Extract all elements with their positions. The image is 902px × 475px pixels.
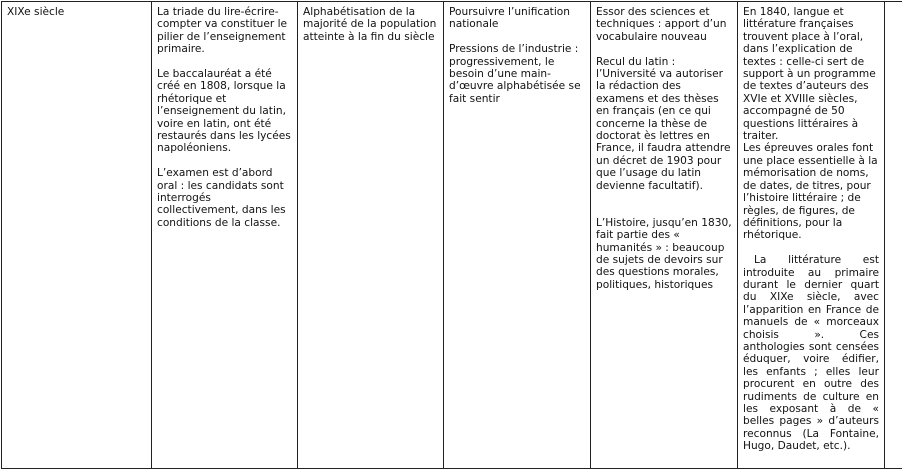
goals-paragraph-2: Pressions de l’industrie : progressivement, le besoin d’une main-d’œuvre alphabétisée se fait sentir bbox=[449, 43, 581, 105]
literature-paragraph-2: Les épreuves orales font une place essentielle à la mémorisation de noms, de dates, de titres, pour l’histoire littéraire ; de règles, de figures, de définitions, pour la rhétorique. bbox=[743, 142, 878, 242]
goals-paragraph-1: Poursuivre l’unification nationale bbox=[449, 6, 570, 31]
teaching-paragraph-1: La triade du lire-écrire-compter va constituer le pilier de l’enseignement primaire. bbox=[157, 6, 288, 56]
teaching-cell bbox=[152, 2, 298, 469]
table-row bbox=[2, 2, 902, 469]
paragraph-spacer bbox=[596, 204, 732, 216]
language-paragraph-2: Recul du latin : l’Université va autoriser la rédaction des examens et des thèses en français (en ce qui concerne la thèse de doctorat ès lettres en France, il faudra attendre un décret de 1903 pour que l’usage du latin devienne facultatif). bbox=[596, 55, 731, 192]
language-paragraph-3: L’Histoire, jusqu’en 1830, fait partie des « humanités » : beaucoup de sujets de devoirs sur des questions morales, politiques, historiques bbox=[596, 216, 732, 291]
goals-cell bbox=[444, 2, 591, 469]
literature-cell bbox=[738, 2, 885, 469]
teaching-paragraph-3: L’examen est d’abord oral : les candidats sont interrogés collectivement, dans les conditions de la classe. bbox=[157, 167, 286, 229]
period-cell bbox=[2, 2, 152, 469]
literature-paragraph-3: La littérature est introduite au primaire durant le dernier quart du XIXe siècle, avec l’apparition en France de manuels de « morceaux choisis ». Ces anthologies sont censées éduquer, voire édifier, les enfants ; elles leur procurent en outre des rudiments de culture en les exposant à de « belles pages » d’auteurs reconnus (La Fontaine, Hugo, Daudet, etc.). bbox=[743, 254, 879, 453]
paragraph-spacer bbox=[449, 31, 585, 43]
paragraph-spacer bbox=[743, 242, 879, 254]
literature-paragraph-1: En 1840, langue et littérature françaises trouvent place à l’oral, dans l’explication de textes : celle-ci sert de support à un programme de textes d’auteurs des XVIe et XVIIIe siècles, accompagné de 50 questions littéraires à traiter. bbox=[743, 6, 876, 143]
language-cell bbox=[591, 2, 738, 469]
paragraph-spacer bbox=[596, 43, 732, 55]
paragraph-spacer bbox=[157, 155, 292, 167]
paragraph-spacer bbox=[157, 56, 292, 68]
teaching-paragraph-2: Le baccalauréat a été créé en 1808, lorsque la rhétorique et l’enseignement du latin, voire en latin, ont été restaurés dans les lycées napoléoniens. bbox=[157, 68, 291, 155]
empty-cell bbox=[885, 2, 902, 469]
language-paragraph-1: Essor des sciences et techniques : apport d’un vocabulaire nouveau bbox=[596, 6, 727, 43]
history-table bbox=[1, 1, 902, 469]
period-label: XIXe siècle bbox=[7, 6, 65, 18]
literacy-paragraph-1: Alphabétisation de la majorité de la population atteinte à la fin du siècle bbox=[303, 6, 437, 43]
literacy-cell bbox=[298, 2, 444, 469]
paragraph-spacer bbox=[596, 192, 732, 204]
